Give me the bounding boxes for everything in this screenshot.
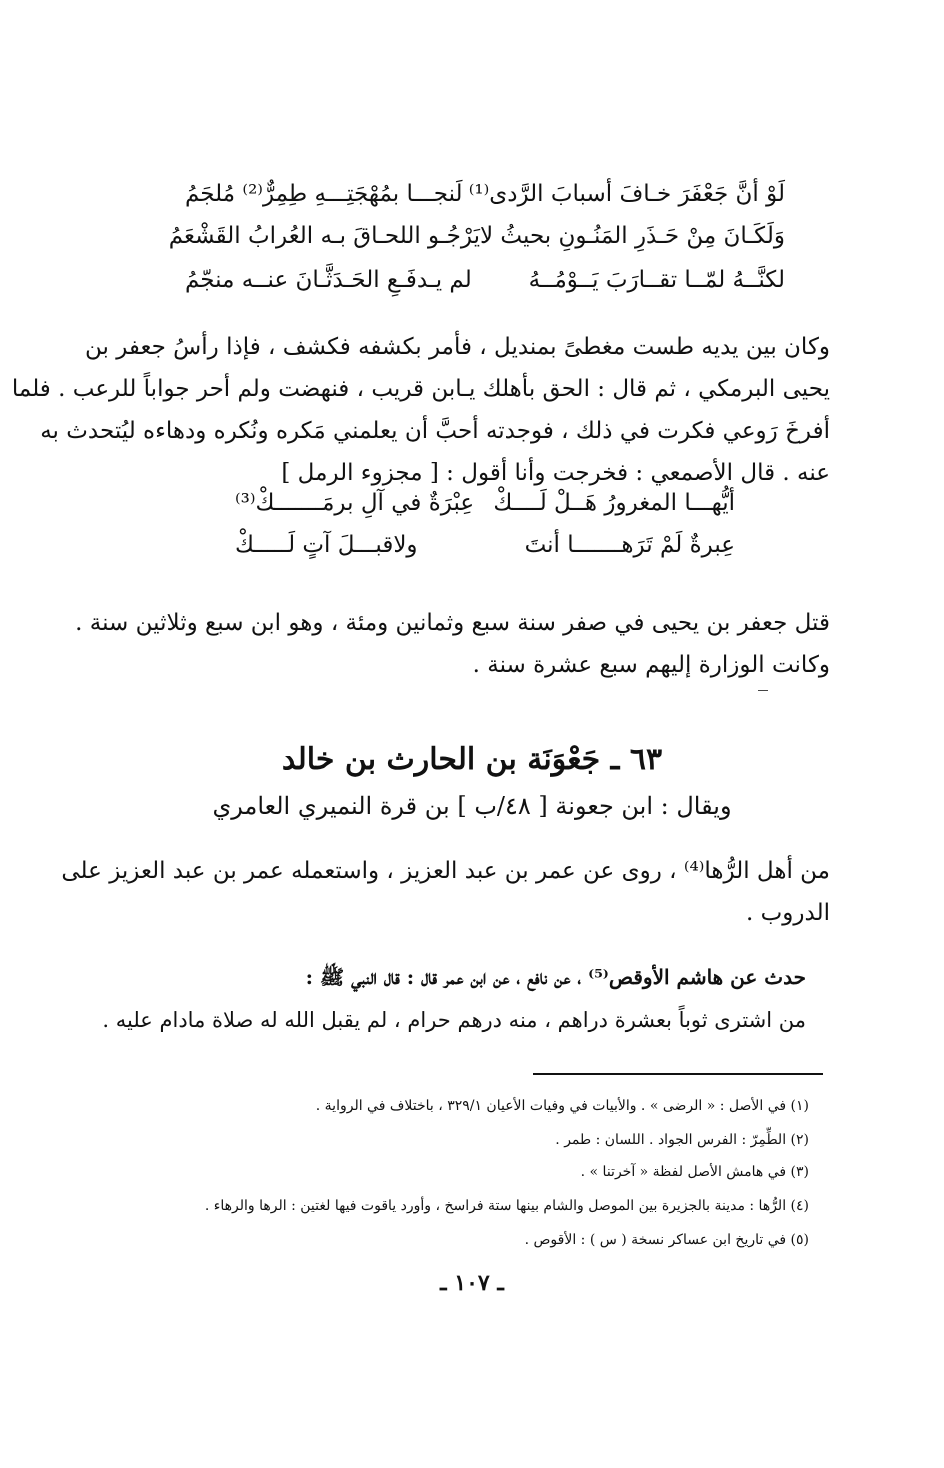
text-line: وكانت الوزارة إليهم سبع عشرة سنة . [472,652,830,678]
text-line: من أهل الرُّها⁽⁴⁾ ، روى عن عمر بن عبد العزيز ، واستعمله عمر بن عبد العزيز على [61,858,830,884]
text-line: عنه . قال الأصمعي : فخرجت وأنا أقول : [ مجزوء الرمل ] [281,460,830,486]
text-line: أفرخَ رَوعي فكرت في ذلك ، فوجدته أحبَّ أن يعلمني مَكره ونُكره ودهاءه ليُتحدث به [40,418,830,444]
text-line: وكان بين يديه طست مغطىً بمنديل ، فأمر بكشفه فكشف ، فإذا رأسُ جعفر بن [85,334,830,360]
verse-second-hemistich: عِبْرَةٌ في آلِ برمَـــــــكْ⁽³⁾ [235,490,475,516]
paragraph [11,326,830,494]
entry-title: ٦٣ ـ جَعْوَنَة بن الحارث بن خالد [281,742,663,777]
footnote: (١) في الأصل : « الرضى » . والأبيات في وفيات الأعيان ٣٢٩/١ ، باختلاف في الرواية . [315,1098,809,1114]
text-line: يحيى البرمكي ، ثم قال : الحق بأهلك يـابن قريب ، فنهضت ولم أحر جواباً للرعب . فلما [11,376,830,402]
verse-first-hemistich: عِبرةٌ لَمْ تَرَهـــــــا أنتَ [524,532,735,558]
verse-second-hemistich: لم يـدفَـعِ الحَـدَثَّـانَ عنــه منجّمُ [185,267,472,293]
footnote: (٥) في تاريخ ابن عساكر نسخة ( س ) : الأقوص . [524,1232,809,1248]
verse-first-hemistich: وَلَكَـانَ مِنْ حَـذَرِ المَنُـونِ بحيثُ لا [479,223,785,249]
verse-first-hemistich: أيُّهـــا المغرورُ هَــلْ لَــــكْ [493,490,735,516]
poem-verse [235,534,735,557]
verse-first-hemistich: لَوْ أنَّ جَعْفَرَ خـافَ أسبابَ الرَّدى⁽¹⁾ [468,181,785,207]
paragraph [75,602,830,686]
poem-verse [235,492,735,515]
hadith-isnad: حدث عن هاشم الأوقص⁽⁵⁾ ، عن نافع ، عن ابن عمر قال : قال النبي ﷺ : [305,965,806,989]
divider-mark [758,690,768,691]
verse-second-hemistich: لَنجـــا بمُهْجَتِـــهِ طِمِرٌّ⁽²⁾ مُلجَمُ [185,181,463,207]
footnote: (٤) الرُّها : مدينة بالجزيرة بين الموصل والشام بينها ستة فراسخ ، وأورد ياقوت فيها لغتين : الرها والرهاء . [204,1198,809,1214]
poem-verse [185,183,785,206]
footnote: (٢) الطِّمِرّ : الفرس الجواد . اللسان : طمر . [555,1132,809,1148]
verse-first-hemistich: لكنَّــهُ لمّــا تقــارَبَ يَــوْمُــهُ [528,267,785,293]
page-number: ـ ١٠٧ ـ [440,1270,504,1296]
paragraph [61,850,830,934]
text-line: الدروب . [746,900,830,926]
poem-verse [185,269,785,292]
footnote-separator [533,1073,823,1075]
verse-second-hemistich: يَرْجُـو اللحـاقَ بـه العُرابُ القَشْعَمُ [168,223,480,249]
poem-verse [168,223,785,249]
verse-second-hemistich: ولاقبـــلَ آتٍ لَـــــكْ [235,532,418,558]
hadith-matn: من اشترى ثوباً بعشرة دراهم ، منه درهم حرام ، لم يقبل الله له صلاة مادام عليه . [102,1008,806,1032]
text-line: قتل جعفر بن يحيى في صفر سنة سبع وثمانين ومئة ، وهو ابن سبع وثلاثين سنة . [75,610,830,636]
footnote: (٣) في هامش الأصل لفظة « آخرتنا » . [580,1164,809,1180]
entry-subtitle: ويقال : ابن جعونة [ ٤٨/ب ] بن قرة النميري العامري [212,792,732,820]
